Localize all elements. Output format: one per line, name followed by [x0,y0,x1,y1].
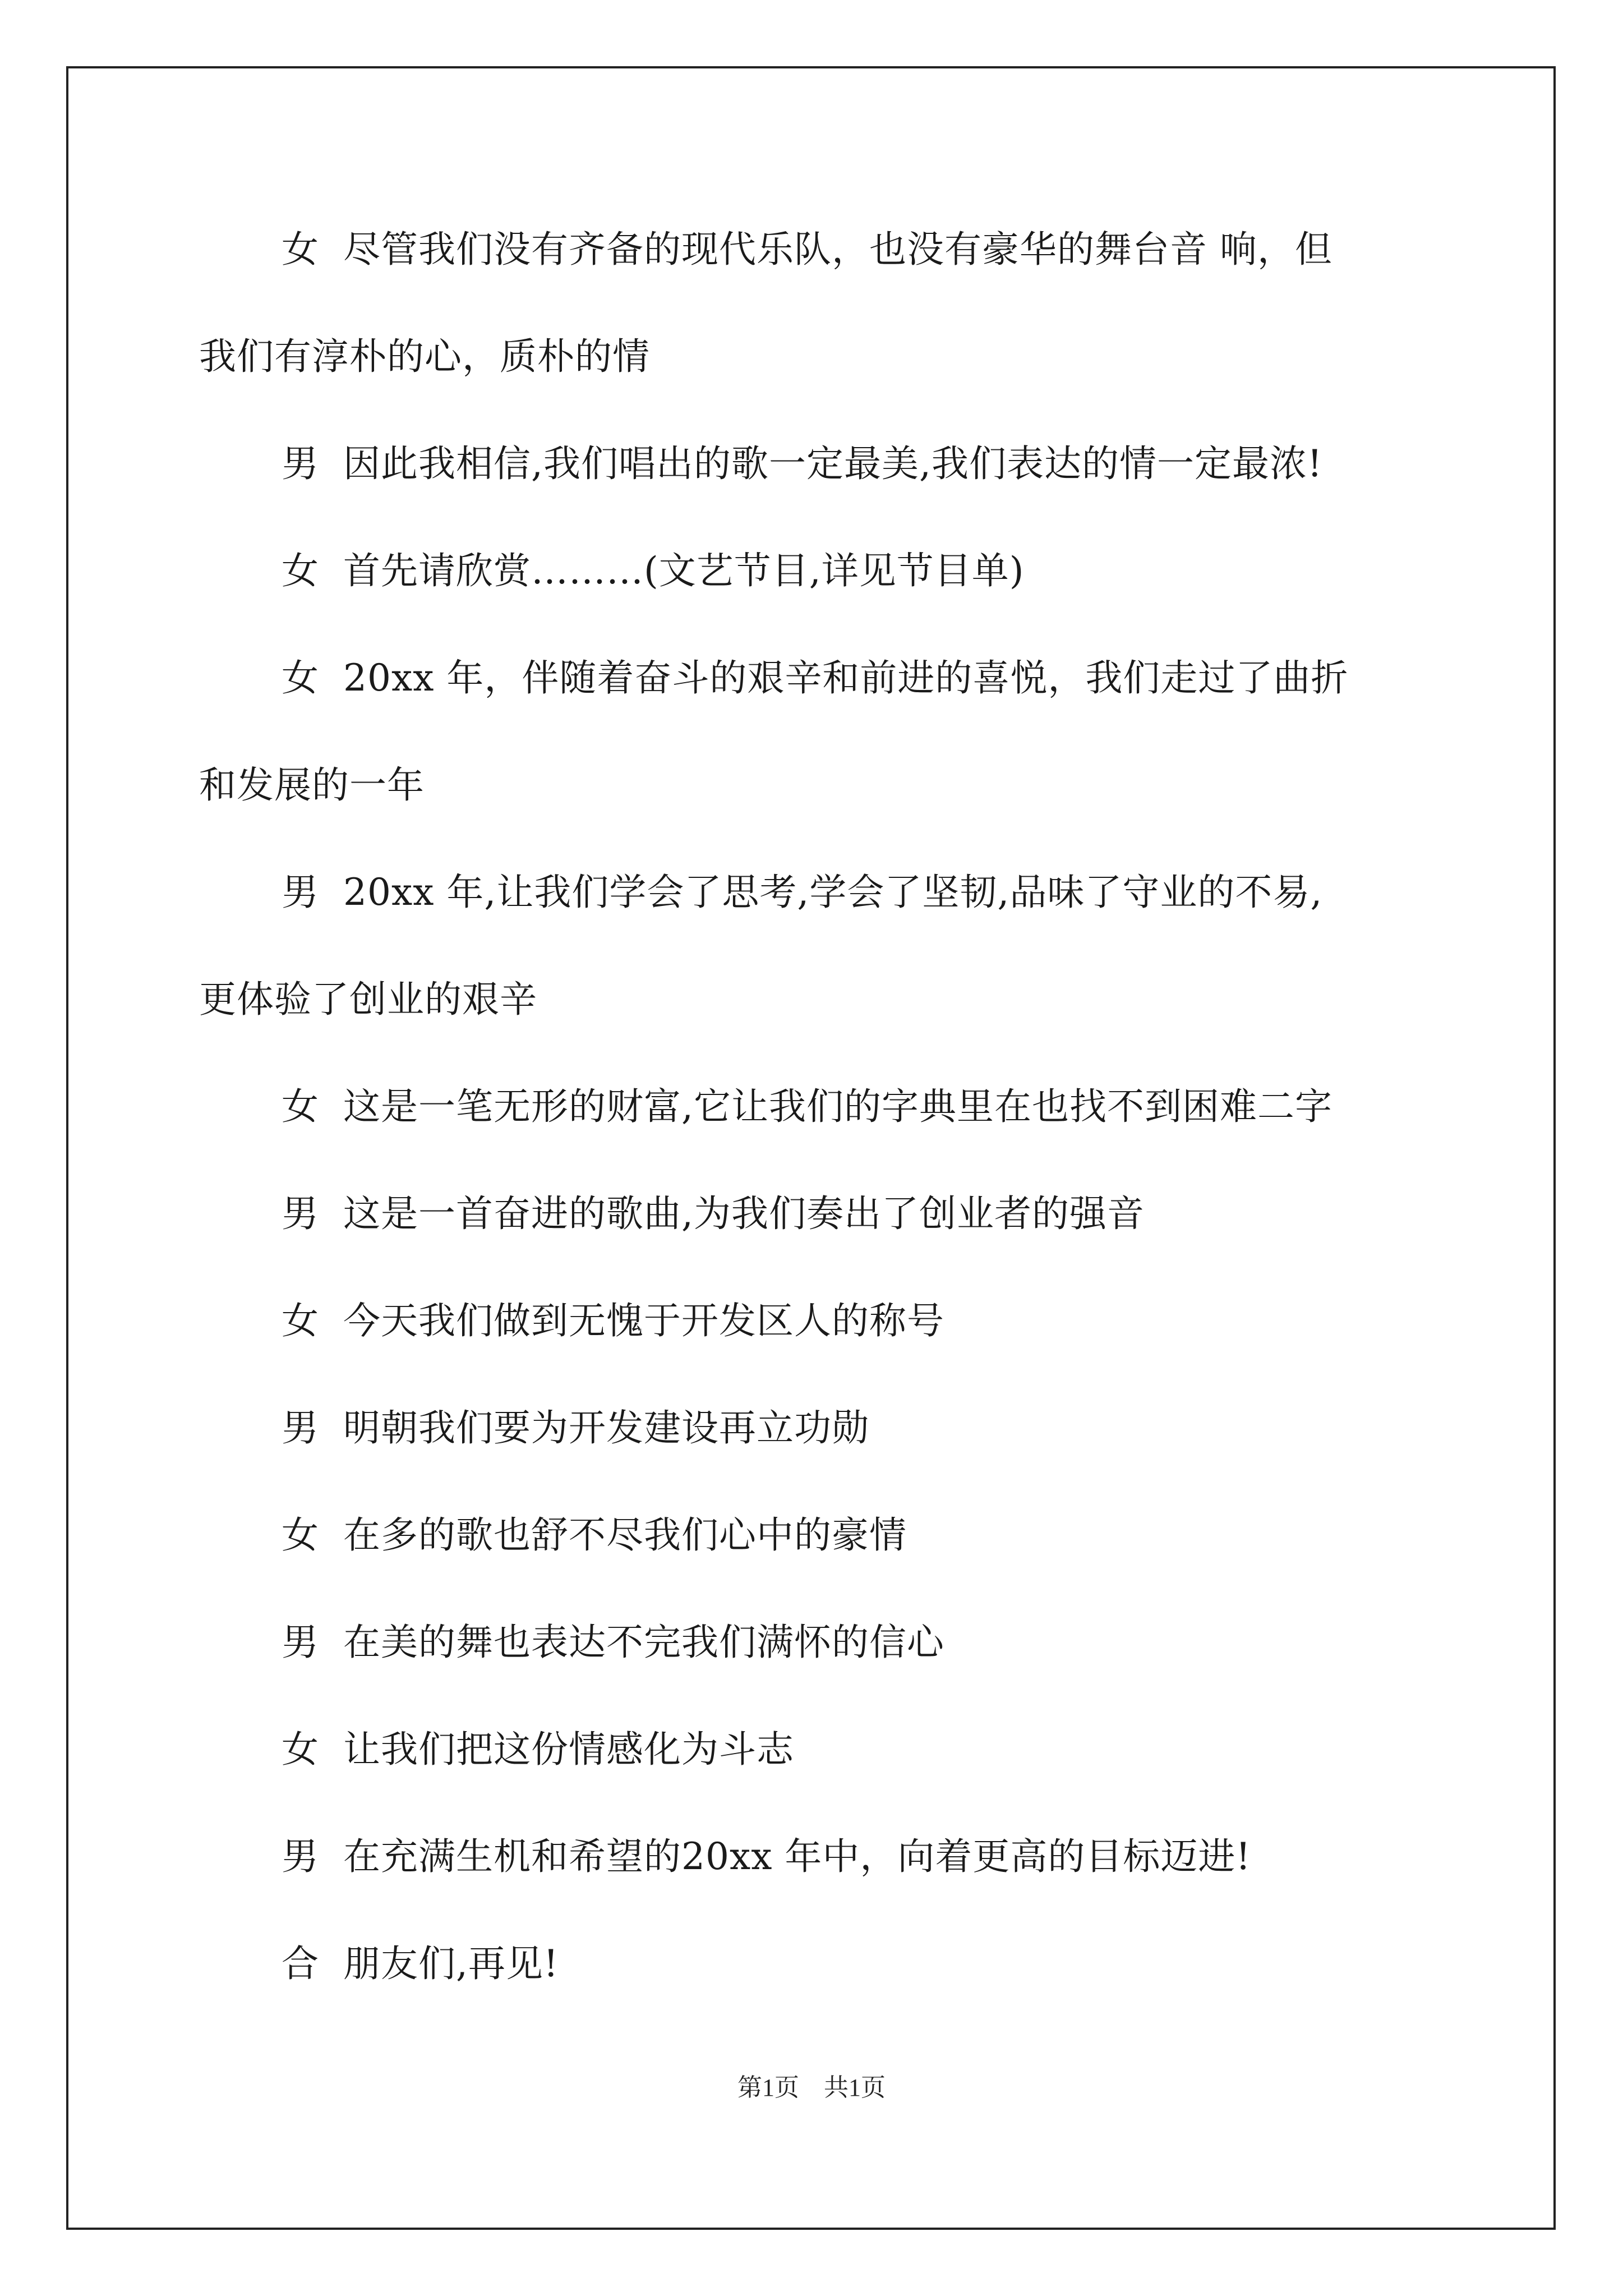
dialogue-line: 明朝我们要为开发建设再立功勋 [343,1406,869,1450]
speaker-label: 女 [282,228,319,271]
speaker-label: 男 [282,1192,319,1235]
page-border [66,66,1556,2230]
speaker-label: 女 [282,1513,319,1557]
dialogue-continuation: 我们有淳朴的心，质朴的情 [199,335,650,378]
dialogue-line: 在美的舞也表达不完我们满怀的信心 [343,1621,944,1664]
speaker-label: 女 [282,656,319,700]
dialogue-line: 今天我们做到无愧于开发区人的称号 [343,1299,944,1342]
speaker-label: 女 [282,1728,319,1771]
dialogue-line: 尽管我们没有齐备的现代乐队，也没有豪华的舞台音 响，但 [343,228,1332,271]
speaker-label: 男 [282,871,319,914]
dialogue-line: 首先请欣赏………(文艺节目,详见节目单) [343,549,1025,592]
dialogue-continuation: 更体验了创业的艰辛 [199,978,537,1021]
speaker-label: 女 [282,1299,319,1342]
speaker-label: 男 [282,442,319,485]
dialogue-line: 这是一首奋进的歌曲,为我们奏出了创业者的强音 [343,1192,1145,1235]
speaker-label: 男 [282,1835,319,1878]
dialogue-line: 在多的歌也舒不尽我们心中的豪情 [343,1513,907,1557]
dialogue-line: 这是一笔无形的财富,它让我们的字典里在也找不到困难二字 [343,1085,1332,1128]
speaker-label: 女 [282,1085,319,1128]
dialogue-line: 在充满生机和希望的20xx 年中，向着更高的目标迈进! [343,1835,1251,1878]
speaker-label: 合 [282,1942,319,1985]
dialogue-line: 朋友们,再见! [343,1942,559,1985]
speaker-label: 男 [282,1406,319,1450]
dialogue-line: 20xx 年,让我们学会了思考,学会了坚韧,品味了守业的不易, [343,871,1323,914]
dialogue-line: 因此我相信,我们唱出的歌一定最美,我们表达的情一定最浓! [343,442,1323,485]
page-total: 共1页 [824,2074,886,2101]
page-number: 第1页 [737,2074,799,2101]
speaker-label: 男 [282,1621,319,1664]
dialogue-line: 20xx 年，伴随着奋斗的艰辛和前进的喜悦，我们走过了曲折 [343,656,1349,700]
dialogue-continuation: 和发展的一年 [199,763,425,807]
page-footer [0,2076,1623,2100]
speaker-label: 女 [282,549,319,592]
dialogue-line: 让我们把这份情感化为斗志 [343,1728,794,1771]
